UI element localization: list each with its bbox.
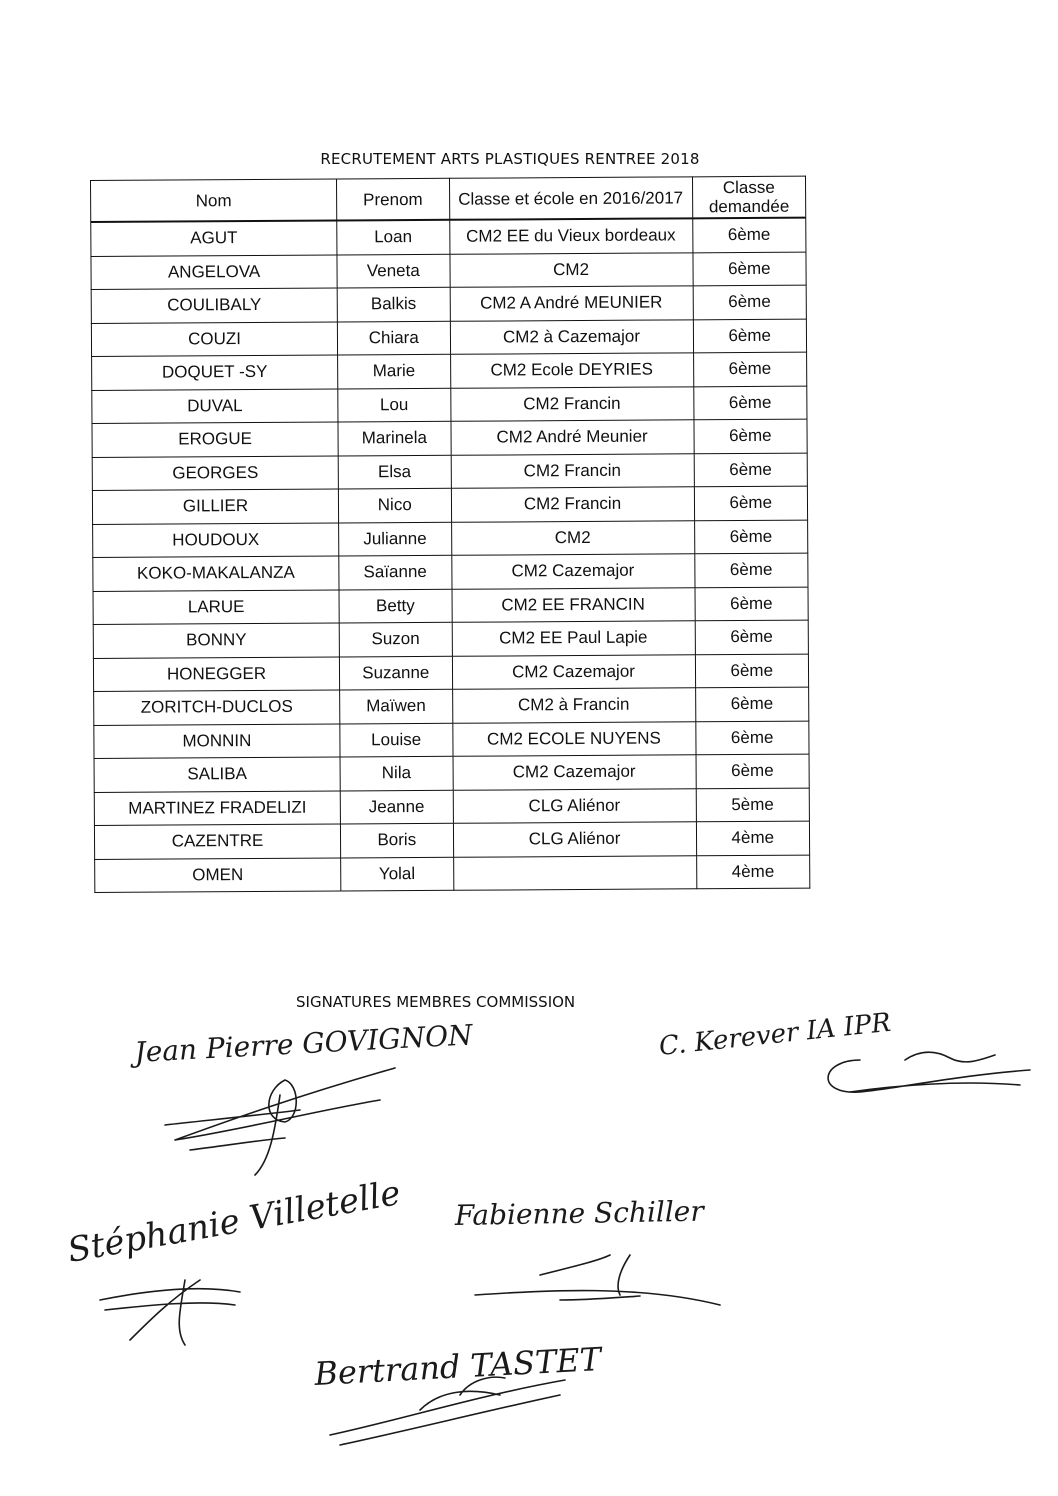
signatures-heading: SIGNATURES MEMBRES COMMISSION bbox=[296, 993, 576, 1011]
cell-classe-ecole: CM2 Cazemajor bbox=[451, 554, 694, 589]
cell-classe-demandee: 4ème bbox=[696, 821, 810, 855]
cell-classe-ecole: CM2 André Meunier bbox=[450, 420, 693, 455]
cell-classe-demandee: 6ème bbox=[695, 587, 809, 621]
cell-prenom: Elsa bbox=[338, 455, 451, 489]
cell-classe-ecole: CM2 Francin bbox=[450, 386, 693, 421]
header-nom: Nom bbox=[91, 179, 337, 222]
cell-classe-ecole: CLG Aliénor bbox=[453, 788, 696, 823]
cell-prenom: Suzanne bbox=[339, 656, 452, 690]
cell-prenom: Nico bbox=[338, 488, 451, 522]
cell-classe-demandee: 6ème bbox=[693, 285, 807, 319]
cell-nom: COULIBALY bbox=[91, 288, 337, 323]
cell-prenom: Jeanne bbox=[340, 790, 453, 824]
cell-nom: HOUDOUX bbox=[93, 522, 339, 557]
cell-prenom: Marie bbox=[338, 354, 451, 388]
cell-nom: GILLIER bbox=[92, 489, 338, 524]
signature-schiller bbox=[454, 1195, 720, 1305]
cell-prenom: Marinela bbox=[338, 421, 451, 455]
cell-classe-ecole: CM2 bbox=[449, 252, 692, 287]
signature-kerever bbox=[658, 1008, 1030, 1092]
cell-classe-demandee: 6ème bbox=[694, 520, 808, 554]
signature-name: Stéphanie Villetelle bbox=[64, 1172, 404, 1271]
cell-classe-demandee: 6ème bbox=[694, 486, 808, 520]
signature-tastet bbox=[312, 1340, 604, 1445]
cell-classe-ecole: CLG Aliénor bbox=[453, 822, 696, 857]
cell-classe-ecole: CM2 Francin bbox=[451, 453, 694, 488]
cell-prenom: Nila bbox=[340, 756, 453, 790]
cell-nom: LARUE bbox=[93, 589, 339, 624]
cell-prenom: Boris bbox=[340, 823, 453, 857]
cell-prenom: Balkis bbox=[337, 287, 450, 321]
cell-prenom: Louise bbox=[340, 723, 453, 757]
cell-classe-demandee: 6ème bbox=[694, 553, 808, 587]
cell-classe-ecole: CM2 à Cazemajor bbox=[450, 319, 693, 354]
cell-classe-demandee: 5ème bbox=[696, 788, 810, 822]
document-title: RECRUTEMENT ARTS PLASTIQUES RENTREE 2018 bbox=[320, 150, 700, 168]
signature-name: Bertrand TASTET bbox=[313, 1340, 602, 1393]
cell-classe-demandee: 6ème bbox=[693, 352, 807, 386]
signature-villetelle bbox=[65, 1173, 404, 1345]
signature-name: Jean Pierre GOVIGNON bbox=[133, 1018, 474, 1069]
cell-classe-ecole: CM2 EE FRANCIN bbox=[452, 587, 695, 622]
header-classe-ecole: Classe et école en 2016/2017 bbox=[449, 177, 692, 220]
cell-classe-demandee: 6ème bbox=[693, 386, 807, 420]
cell-classe-ecole: CM2 Ecole DEYRIES bbox=[450, 353, 693, 388]
cell-nom: OMEN bbox=[95, 857, 341, 892]
cell-nom: COUZI bbox=[91, 321, 337, 356]
cell-nom: MARTINEZ FRADELIZI bbox=[94, 790, 340, 825]
cell-prenom: Veneta bbox=[337, 254, 450, 288]
cell-classe-demandee: 6ème bbox=[693, 319, 807, 353]
cell-classe-demandee: 6ème bbox=[694, 453, 808, 487]
cell-classe-demandee: 6ème bbox=[695, 721, 809, 755]
cell-nom: HONEGGER bbox=[93, 656, 339, 691]
cell-classe-ecole: CM2 bbox=[451, 520, 694, 555]
cell-prenom: Betty bbox=[339, 589, 452, 623]
header-classe-demandee-label: Classe demandée bbox=[708, 177, 790, 217]
cell-prenom: Maïwen bbox=[340, 689, 453, 723]
cell-classe-demandee: 6ème bbox=[695, 687, 809, 721]
cell-nom: BONNY bbox=[93, 623, 339, 658]
cell-classe-demandee: 4ème bbox=[696, 855, 810, 889]
cell-classe-demandee: 6ème bbox=[692, 252, 806, 286]
cell-nom: CAZENTRE bbox=[94, 824, 340, 859]
cell-prenom: Saïanne bbox=[339, 555, 452, 589]
cell-nom: GEORGES bbox=[92, 455, 338, 490]
cell-classe-demandee: 6ème bbox=[692, 218, 806, 253]
cell-classe-ecole: CM2 Cazemajor bbox=[452, 654, 695, 689]
signature-govignon bbox=[129, 1018, 475, 1175]
cell-classe-ecole: CM2 A André MEUNIER bbox=[450, 286, 693, 321]
cell-nom: AGUT bbox=[91, 220, 337, 256]
cell-prenom: Julianne bbox=[339, 522, 452, 556]
header-prenom: Prenom bbox=[337, 178, 450, 220]
signature-name: Fabienne Schiller bbox=[454, 1194, 705, 1232]
cell-classe-demandee: 6ème bbox=[693, 419, 807, 453]
cell-classe-ecole: CM2 EE Paul Lapie bbox=[452, 621, 695, 656]
signature-name: C. Kerever IA IPR bbox=[657, 1007, 893, 1062]
cell-nom: SALIBA bbox=[94, 757, 340, 792]
cell-nom: MONNIN bbox=[94, 723, 340, 758]
cell-nom: ANGELOVA bbox=[91, 254, 337, 289]
cell-prenom: Loan bbox=[337, 220, 450, 255]
cell-classe-demandee: 6ème bbox=[696, 754, 810, 788]
cell-classe-demandee: 6ème bbox=[695, 654, 809, 688]
cell-prenom: Yolal bbox=[341, 857, 454, 891]
cell-nom: DOQUET -SY bbox=[92, 355, 338, 390]
cell-classe-ecole: CM2 Cazemajor bbox=[453, 755, 696, 790]
cell-classe-ecole: CM2 EE du Vieux bordeaux bbox=[449, 218, 692, 253]
cell-classe-ecole: CM2 Francin bbox=[451, 487, 694, 522]
cell-nom: DUVAL bbox=[92, 388, 338, 423]
cell-nom: KOKO-MAKALANZA bbox=[93, 556, 339, 591]
cell-nom: EROGUE bbox=[92, 422, 338, 457]
cell-prenom: Suzon bbox=[339, 622, 452, 656]
cell-classe-ecole: CM2 ECOLE NUYENS bbox=[452, 721, 695, 756]
cell-prenom: Lou bbox=[338, 388, 451, 422]
cell-classe-ecole: CM2 à Francin bbox=[452, 688, 695, 723]
cell-nom: ZORITCH-DUCLOS bbox=[94, 690, 340, 725]
cell-classe-demandee: 6ème bbox=[695, 620, 809, 654]
cell-prenom: Chiara bbox=[337, 321, 450, 355]
